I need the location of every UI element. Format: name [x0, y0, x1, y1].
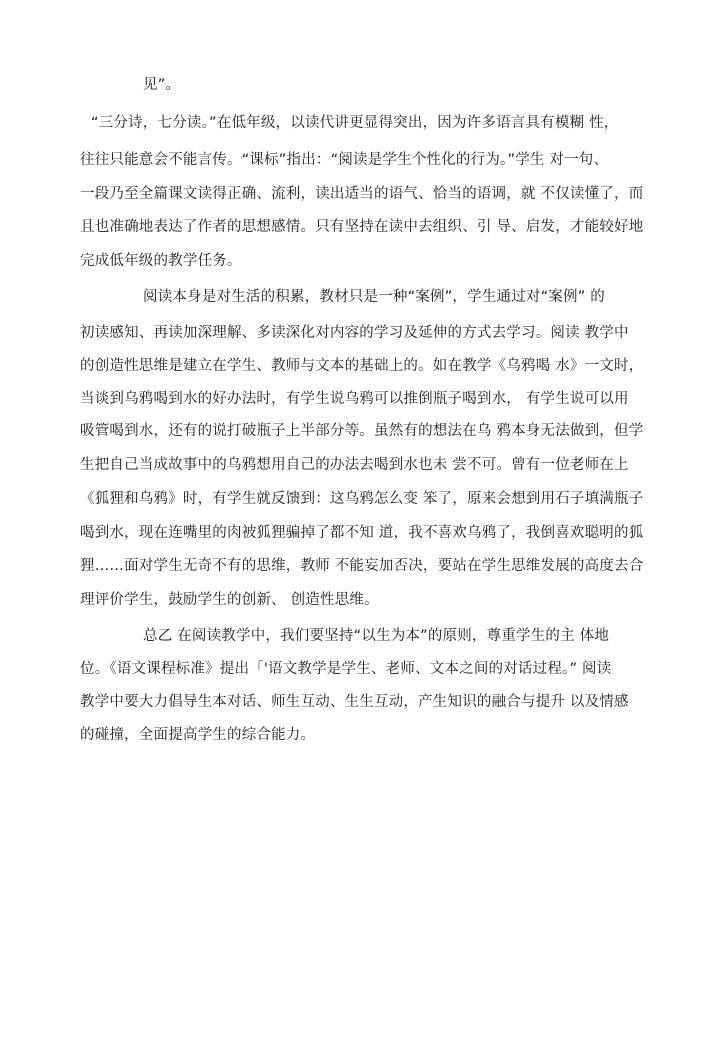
- text-line: “三分诗，七分读。”在低年级，以读代讲更显得突出，因为许多语言具有模糊 性，: [91, 115, 619, 131]
- text-line: 且也准确地表达了作者的思想感情。只有坚持在读中去组织、引 导、启发，才能较好地: [80, 219, 644, 235]
- text-line: 总乙 在阅读教学中，我们要坚持“以生为本”的原则，尊重学生的主 体地: [143, 628, 610, 644]
- text-line: 教学中要大力倡导生本对话、师生互动、生生互动，产生知识的融合与提升 以及情感: [80, 694, 629, 710]
- text-line: 狸……面对学生无奇不有的思维，教师 不能妄加否决，要站在学生思维发展的高度去合: [80, 558, 644, 574]
- text-line: 往往只能意会不能言传。“课标”指出：“阅读是学生个性化的行为。”学生 对一句、: [80, 152, 609, 168]
- text-line: 阅读本身是对生活的积累，教材只是一种“案例”，学生通过对“案例” 的: [143, 289, 605, 305]
- text-line: 的碰撞，全面提高学生的综合能力。: [80, 727, 316, 743]
- text-line: 一段乃至全篇课文读得正确、流利，读出适当的语气、恰当的语调，就 不仅读懂了，而: [80, 186, 644, 202]
- text-line: 见”。: [143, 77, 181, 93]
- text-line: 的创造性思维是建立在学生、教师与文本的基础上的。如在教学《乌鸦喝 水》一文时，: [80, 358, 644, 374]
- text-line: 完成低年级的教学任务。: [80, 253, 242, 269]
- text-line: 《狐狸和乌鸦》时，有学生就反馈到：这乌鸦怎么变 笨了，原来会想到用石子填满瓶子: [80, 491, 644, 507]
- text-line: 理评价学生，鼓励学生的创新、 创造性思维。: [80, 592, 379, 608]
- text-line: 位。《语文课程标准》提出「'语文教学是学生、老师、文本之间的对话过程。” 阅读: [80, 661, 612, 677]
- text-line: 吸管喝到水，还有的说打破瓶子上半部分等。虽然有的想法在乌 鸦本身无法做到，但学: [80, 423, 644, 439]
- text-line: 当谈到乌鸦喝到水的好办法时，有学生说乌鸦可以推倒瓶子喝到水， 有学生说可以用: [80, 391, 629, 407]
- text-line: 生把自己当成故事中的乌鸦想用自己的办法去喝到水也未 尝不可。曾有一位老师在上: [80, 457, 629, 473]
- text-line: 喝到水，现在连嘴里的肉被狐狸骗掉了都不知 道，我不喜欢乌鸦了，我倒喜欢聪明的狐: [80, 525, 644, 541]
- text-line: 初读感知、再读加深理解、多读深化对内容的学习及延伸的方式去学习。阅读 教学中: [80, 325, 629, 341]
